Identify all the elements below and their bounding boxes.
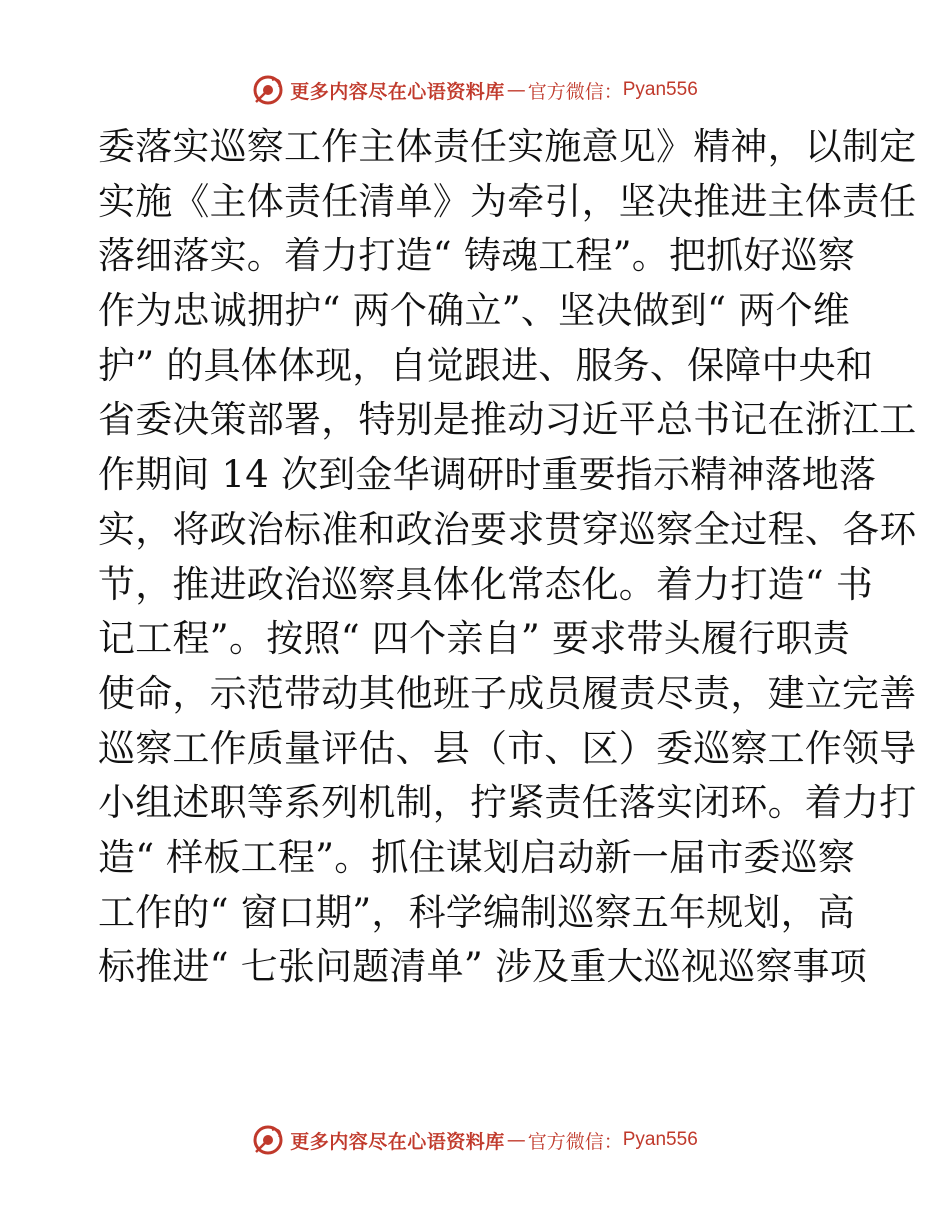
header-wechat-label: 官方微信： [527, 80, 623, 103]
body-line: 实施《主体责任清单》为牵引，坚决推进主体责任 [98, 179, 917, 223]
body-line: 记工程”。按照“ 四个亲自” 要求带头履行职责 [98, 617, 850, 661]
footer-separator: — [506, 1129, 526, 1151]
body-line: 作期间 14 次到金华调研时重要指示精神落地落 [98, 453, 877, 497]
document-body [98, 120, 917, 995]
body-line: 工作的“ 窗口期”，科学编制巡察五年规划，高 [98, 890, 855, 934]
body-line: 使命，示范带动其他班子成员履责尽责，建立完善 [98, 671, 917, 715]
header-wechat-id: Pyan556 [622, 79, 698, 100]
quill-seal-icon [252, 1124, 284, 1156]
body-line: 巡察工作质量评估、县（市、区）委巡察工作领导 [98, 726, 917, 770]
body-line: 造“ 样板工程”。抓住谋划启动新一届市委巡察 [98, 835, 855, 879]
body-line: 作为忠诚拥护“ 两个确立”、坚决做到“ 两个维 [98, 289, 850, 333]
body-line: 小组述职等系列机制，拧紧责任落实闭环。着力打 [98, 781, 917, 825]
footer-brand-text: 更多内容尽在心语资料库 [290, 1130, 505, 1153]
header-banner [0, 72, 950, 108]
footer-wechat-label: 官方微信： [527, 1130, 623, 1153]
body-line: 节，推进政治巡察具体化常态化。着力打造“ 书 [98, 562, 874, 606]
body-line: 委落实巡察工作主体责任实施意见》精神，以制定 [98, 125, 917, 168]
header-brand-text: 更多内容尽在心语资料库 [290, 80, 505, 103]
body-line: 实，将政治标准和政治要求贯穿巡察全过程、各环 [98, 507, 917, 551]
body-line: 省委决策部署，特别是推动习近平总书记在浙江工 [98, 398, 917, 442]
body-line: 落细落实。着力打造“ 铸魂工程”。把抓好巡察 [98, 234, 855, 278]
body-line: 标推进“ 七张问题清单” 涉及重大巡视巡察事项 [98, 945, 867, 989]
quill-seal-icon [252, 74, 284, 106]
header-separator: — [506, 79, 526, 101]
footer-banner [0, 1122, 950, 1158]
body-line: 护” 的具体体现，自觉跟进、服务、保障中央和 [98, 343, 874, 387]
footer-wechat-id: Pyan556 [622, 1129, 698, 1150]
